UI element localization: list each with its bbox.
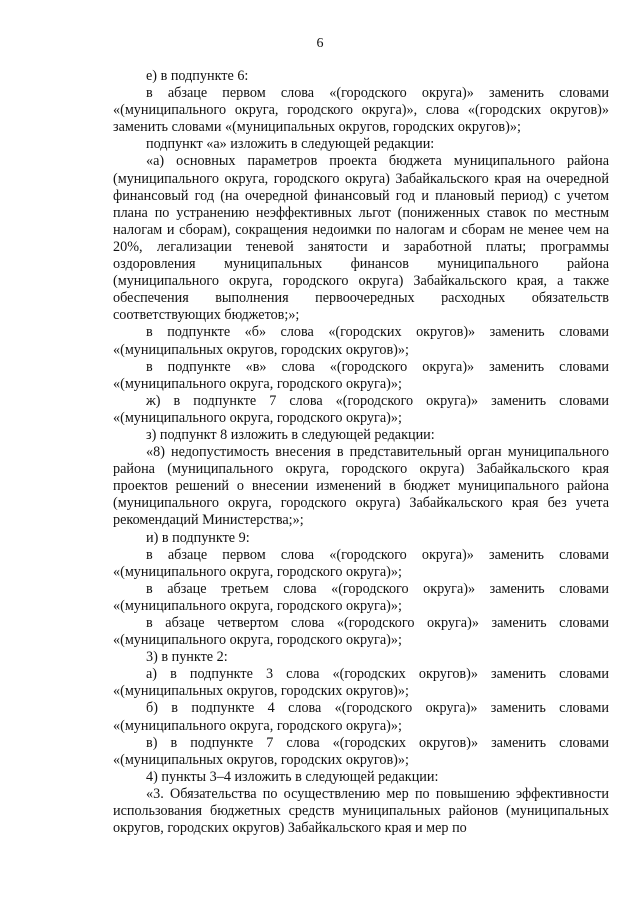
paragraph: «8) недопустимость внесения в представительный орган муниципального района (муниципального округа, городского округа) Забайкальского края проектов решений о внесении изменений в бюджет муниципального района (муниципального округа, городского округа) Забайкальского края без учета рекомендаций Министерства;»; <box>113 444 609 529</box>
paragraph: подпункт «а» изложить в следующей редакции: <box>146 136 435 153</box>
paragraph: в абзаце третьем слова «(городского округа)» заменить словами «(муниципального округа, городского округа)»; <box>113 580 609 614</box>
paragraph: в абзаце первом слова «(городского округа)» заменить словами «(муниципального округа, городского округа)», слова «(городских округов)» заменить словами «(муниципальных округов, городских округов)»; <box>113 85 609 136</box>
paragraph: 4) пункты 3–4 изложить в следующей редакции: <box>146 768 439 785</box>
paragraph: «а) основных параметров проекта бюджета муниципального района (муниципального округа, городского округа) Забайкальского края на очередной финансовый год (на очередной финансовый год и плановый период) с учетом плана по устранению неэффективных льгот (пониженных ставок по местным налогам и сборам), сокращения недоимки по налогам и сборам не менее чем на 20%, легализации теневой занятости и заработной платы; программы оздоровления муниципальных финансов муниципального района (муниципального округа, городского округа) Забайкальского края, а также обеспечения выполнения первоочередных расходных обязательств соответствующих бюджетов;»; <box>113 153 609 324</box>
paragraph: а) в подпункте 3 слова «(городских округов)» заменить словами «(муниципальных округов, городских округов)»; <box>113 666 609 700</box>
page-number: 6 <box>316 36 324 51</box>
paragraph: 3) в пункте 2: <box>146 649 228 666</box>
paragraph: «3. Обязательства по осуществлению мер по повышению эффективности использования бюджетных средств муниципальных районов (муниципальных округов, городских округов) Забайкальского края и мер по <box>113 785 609 837</box>
paragraph: е) в подпункте 6: <box>146 68 249 84</box>
document-body <box>113 68 609 837</box>
paragraph: в) в подпункте 7 слова «(городских округов)» заменить словами «(муниципальных округов, городских округов)»; <box>113 734 609 768</box>
paragraph: и) в подпункте 9: <box>146 529 250 546</box>
paragraph: в абзаце первом слова «(городского округа)» заменить словами «(муниципального округа, городского округа)»; <box>113 546 609 580</box>
paragraph: в абзаце четвертом слова «(городского округа)» заменить словами «(муниципального округа, городского округа)»; <box>113 615 609 649</box>
paragraph: ж) в подпункте 7 слова «(городского округа)» заменить словами «(муниципального округа, городского округа)»; <box>113 392 609 426</box>
paragraph: в подпункте «в» слова «(городского округа)» заменить словами «(муниципального округа, городского округа)»; <box>113 358 609 392</box>
paragraph: в подпункте «б» слова «(городских округов)» заменить словами «(муниципальных округов, городских округов)»; <box>113 324 609 358</box>
paragraph: з) подпункт 8 изложить в следующей редакции: <box>146 426 435 443</box>
paragraph: б) в подпункте 4 слова «(городского округа)» заменить словами «(муниципального округа, городского округа)»; <box>113 700 609 734</box>
